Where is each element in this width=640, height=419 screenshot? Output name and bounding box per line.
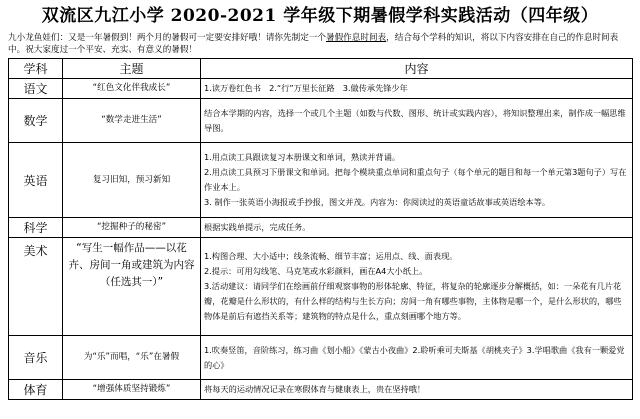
subject-cell: 数学	[9, 99, 63, 143]
theme-cell: “增强体质坚持锻炼”	[63, 380, 201, 400]
table-row	[9, 143, 633, 218]
subject-cell: 英语	[9, 143, 63, 218]
activity-table	[8, 58, 633, 400]
content-cell	[201, 218, 633, 238]
content-cell	[201, 380, 633, 400]
theme-cell: “写生一幅作品——以花卉、房间一角或建筑为内容（任选其一）”	[63, 238, 201, 336]
content-line: 2.用点读工具预习下册课文和单词。把每个模块重点单词和重点句子（每个单元的题目和每一个单元第3题句子）写在作业本上。	[204, 167, 627, 192]
intro-text-1: 九小龙鱼娃们：又是一年暑假到！两个月的暑假可一定要安排好哦！请你先制定一个	[8, 33, 326, 43]
content-line: 1.构图合理、大小适中；线条流畅、细节丰富；运用点、线、面表现。	[204, 251, 458, 261]
table-row	[9, 380, 633, 400]
content-line: 1.吹奏竖笛，音阶练习，练习曲《划小船》《蒙古小夜曲》2.聆听乘可夫斯基《胡桃夹子》3.学唱歌曲《我有一颗爱党的心》	[204, 344, 625, 370]
header-subject: 学科	[9, 59, 63, 79]
content-line: 1.用点读工具跟读复习本册课文和单词，熟读并背诵。	[204, 152, 401, 162]
subject-cell: 语文	[9, 79, 63, 99]
page-title: 双流区九江小学 2020-2021 学年级下期暑假学科实践活动（四年级）	[41, 6, 599, 26]
subject-cell: 美术	[9, 238, 63, 336]
content-line: 2.提示：可用勾线笔、马克笔或水彩颜料，画在A4大小纸上。	[204, 266, 428, 276]
content-line: 3. 制作一张英语小海报或手抄报，图文并茂。内容为：你阅读过的英语童话故事或英语绘本等。	[204, 197, 551, 207]
header-content: 内容	[201, 59, 633, 79]
content-line: 根据实践单提示，完成任务。	[204, 222, 311, 232]
theme-cell: 复习旧知，预习新知	[63, 143, 201, 218]
content-line: 1.读万卷红色书 2.“行”万里长征路 3.做传承先锋少年	[204, 83, 408, 93]
table-row	[9, 238, 633, 336]
content-cell	[201, 143, 633, 218]
content-cell	[201, 79, 633, 99]
content-line: 3.活动建议：请同学们在绘画前仔细观察事物的形体轮廓、特征，将复杂的轮廓逐步分解概括，如：一朵花有几片花瓣，花瓣是什么形状的，有什么样的结构与生长方向；房间一角有哪些事物，主体物是哪一个，是什么形状的，哪些物体是前后有遮挡关系等；建筑物的特点是什么，重点刻画哪个地方等。	[204, 281, 622, 321]
header-theme: 主题	[63, 59, 201, 79]
intro-paragraph	[8, 32, 634, 56]
subject-cell: 体育	[9, 380, 63, 400]
table-row	[9, 218, 633, 238]
content-cell	[201, 99, 633, 143]
content-line: 结合本学期的内容，选择一个或几个主题（如数与代数、图形、统计或实践内容），将知识整理出来，制作成一幅思维导图。	[204, 107, 626, 133]
theme-cell: “挖掘种子的秘密”	[63, 218, 201, 238]
table-row	[9, 79, 633, 99]
content-line: 将每天的运动情况记录在寒假体育与健康表上，贵在坚持哦！	[204, 384, 426, 394]
theme-cell: “数学走进生活”	[63, 99, 201, 143]
schedule-link-text: 暑假作息时间表	[325, 33, 387, 43]
intro-text-2: ，结合每个学科的知识，将以下内容安排在自己的作息时间表中。祝大家度过一个平安、充实、有意义的暑假！	[8, 33, 619, 55]
table-row	[9, 99, 633, 143]
content-cell	[201, 336, 633, 380]
table-header-row	[9, 59, 633, 79]
subject-cell: 音乐	[9, 336, 63, 380]
content-cell	[201, 238, 633, 336]
theme-cell: “红色文化伴我成长”	[63, 79, 201, 99]
subject-cell: 科学	[9, 218, 63, 238]
table-row	[9, 336, 633, 380]
theme-cell: 为“乐”而唱，“乐”在暑假	[63, 336, 201, 380]
